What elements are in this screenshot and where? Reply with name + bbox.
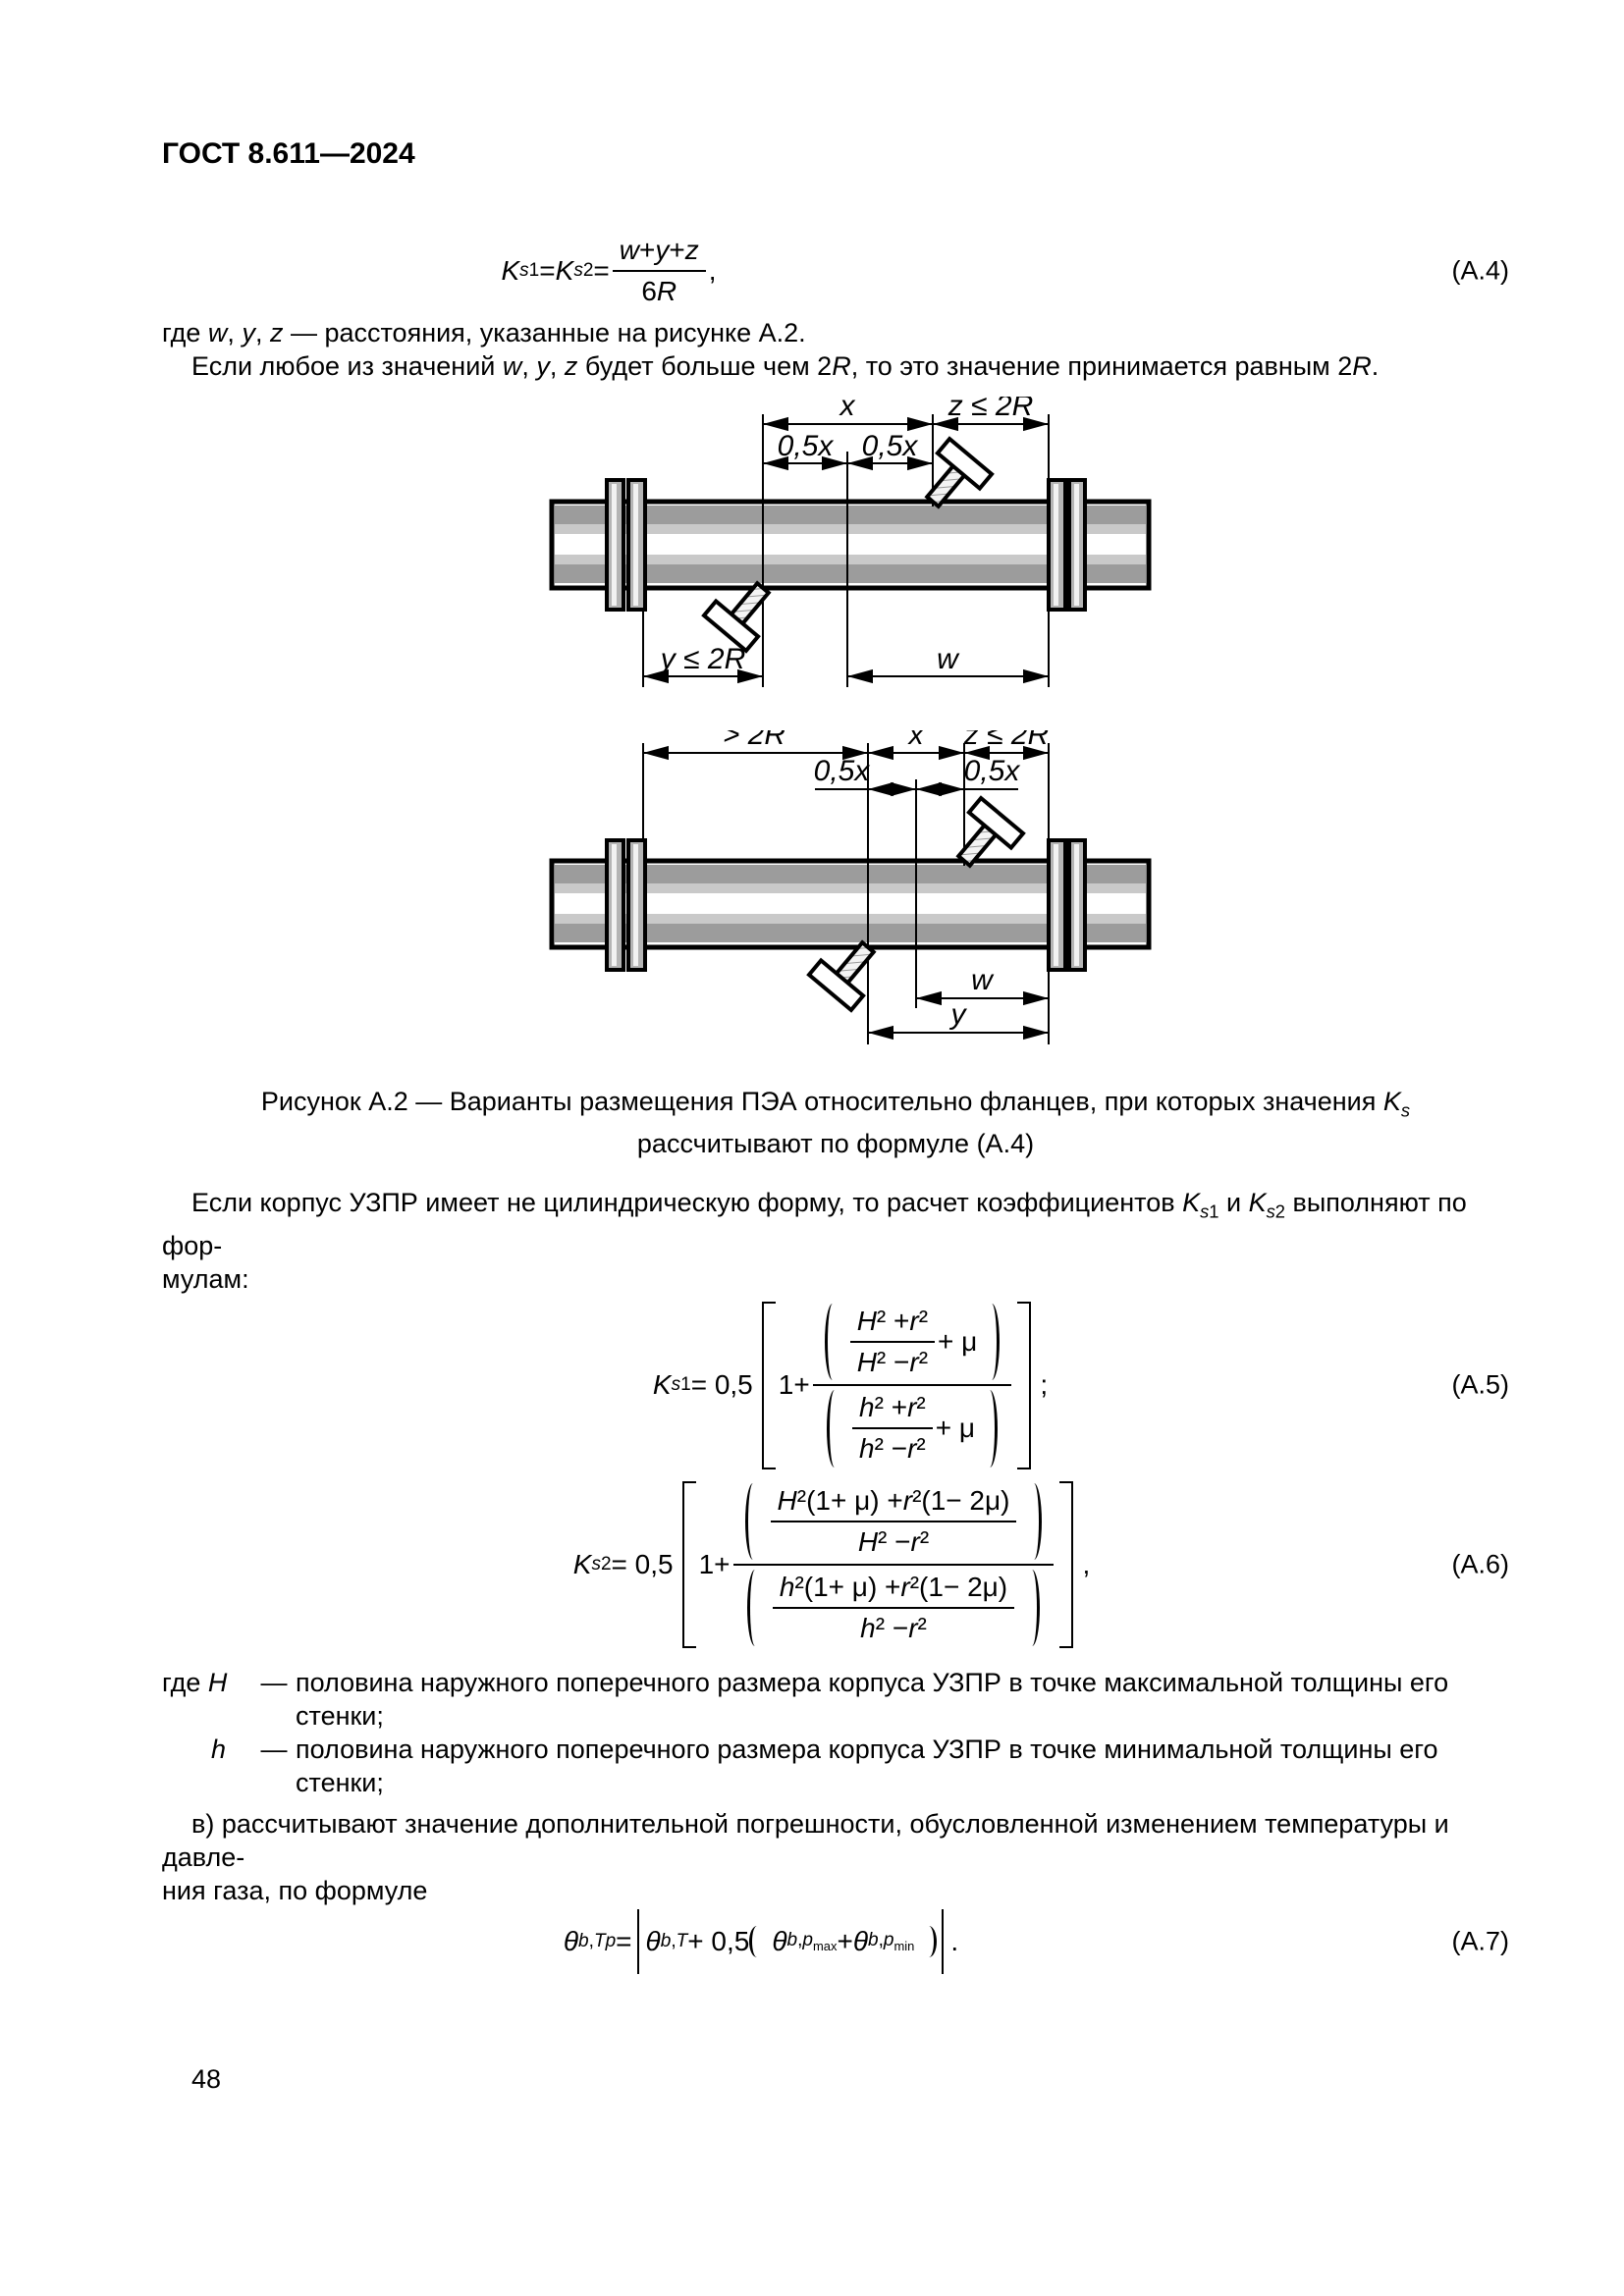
right-bracket: [1017, 1302, 1031, 1469]
left-bracket: [762, 1302, 776, 1469]
formula-a4-lhs: K s1 = K s2 =: [501, 254, 610, 286]
formula-a7: [564, 1909, 958, 1974]
dim-label-05x-left: 0,5x: [777, 430, 834, 462]
big-fraction-numerator: H ² + r ² H ² − r ² + μ: [813, 1300, 1012, 1386]
formula-a7-lhs: θ b,Tp =: [563, 1926, 632, 1957]
note-line: Если любое из значений w, y, z будет больше чем 2R, то это значение принимается равным 2R.: [191, 351, 1380, 381]
pipe-diagram-1: [530, 397, 1208, 701]
dim-label-05x-right: 0,5x: [861, 430, 918, 462]
definition-h: [162, 1733, 1509, 1799]
dim-label-x: x: [839, 397, 855, 422]
right-paren: [984, 1304, 1000, 1380]
right-paren: [982, 1390, 998, 1467]
formula-a7-sum: θ $b,p_{max}$ + θ $b,p_{min}$: [772, 1926, 915, 1957]
figure-a2: [162, 397, 1509, 1160]
formula-a4: [501, 233, 716, 309]
definitions: [162, 1666, 1509, 1799]
left-paren: [747, 1570, 763, 1646]
fraction-numerator: w + y + z: [613, 233, 706, 272]
figure-a2-diagram-2: [530, 730, 1509, 1059]
dim-label-gt2r: > 2R: [722, 730, 786, 751]
page-number: 48: [191, 2064, 222, 2094]
definition-dash: —: [260, 1668, 288, 1698]
right-abs-bar: [942, 1909, 946, 1974]
formula-a4-row: [162, 226, 1509, 316]
right-paren: [921, 1926, 937, 1957]
left-paren: [825, 1304, 840, 1380]
big-fraction-denominator: h ²(1+ μ) + r ²(1− 2μ) h ² − r ²: [735, 1566, 1052, 1650]
definition-term: где H: [162, 1668, 228, 1698]
left-paren: [749, 1926, 765, 1957]
formula-a5-tail: ;: [1040, 1369, 1049, 1401]
definition-term: h: [211, 1735, 227, 1765]
where-line: где w, y, z — расстояния, указанные на рисунке А.2.: [162, 318, 806, 347]
big-fraction: [813, 1300, 1012, 1471]
dim-label-05x-left: 0,5x: [813, 755, 870, 787]
dim-label-y: y: [950, 998, 966, 1031]
equation-number-a7: (А.7): [1451, 1926, 1509, 1956]
formula-a6-row: [162, 1479, 1509, 1651]
left-abs-bar: [637, 1909, 641, 1974]
left-paren: [745, 1483, 761, 1560]
left-paren: [827, 1390, 842, 1467]
definition-text: половина наружного поперечного размера корпуса УЗПР в точке минимальной толщины его стенки;: [296, 1735, 1438, 1798]
dim-label-x: x: [908, 730, 924, 751]
dim-label-05x-right: 0,5x: [963, 755, 1020, 787]
formula-a6-tail: ,: [1082, 1548, 1091, 1579]
equation-number-a5: (А.5): [1451, 1369, 1509, 1400]
equation-number-a6: (А.6): [1451, 1549, 1509, 1579]
formula-a6: [573, 1479, 1090, 1651]
formula-a5-lhs: K s1 = 0,5: [652, 1369, 753, 1401]
right-paren: [1026, 1483, 1042, 1560]
figure-a2-diagram-1: [530, 397, 1509, 706]
pipe-diagram-2: [530, 730, 1208, 1054]
paragraph-item-v: в) рассчитывают значение дополнительной погрешности, обусловленной изменением температуры и давле- ния газа, по формуле: [162, 1809, 1449, 1906]
formula-a7-mid: θ b,T + 0,5: [645, 1926, 750, 1957]
page-title: ГОСТ 8.611—2024: [162, 137, 415, 170]
dim-label-w: w: [937, 643, 958, 675]
figure-caption: Рисунок А.2 — Варианты размещения ПЭА относительно фланцев, при которых значения $K_s$ рассчитывают по формуле (А.4): [260, 1087, 1411, 1159]
definition-H: [162, 1666, 1509, 1733]
dim-label-z: z ≤ 2R: [963, 730, 1050, 751]
formula-a7-tail: .: [950, 1926, 959, 1957]
definition-text: половина наружного поперечного размера корпуса УЗПР в точке максимальной толщины его стенки;: [296, 1668, 1449, 1732]
flange-right: [1049, 480, 1085, 610]
dim-label-z: z ≤ 2R: [947, 397, 1034, 422]
dim-label-w: w: [971, 964, 993, 996]
dim-label-y: y ≤ 2R: [660, 643, 746, 675]
flange-right: [1049, 840, 1085, 970]
big-fraction: [733, 1479, 1055, 1651]
fraction: [613, 233, 706, 309]
right-paren: [1024, 1570, 1040, 1646]
formula-a4-tail: ,: [708, 254, 717, 286]
formula-a6-lhs: K s2 = 0,5: [572, 1548, 674, 1579]
formula-a5-row: [162, 1300, 1509, 1471]
big-fraction-denominator: h ² + r ² h ² − r ² + μ: [815, 1386, 1009, 1470]
big-fraction-numerator: H ²(1+ μ) + r ²(1− 2μ) H ² − r ²: [733, 1479, 1055, 1566]
definition-dash: —: [260, 1735, 288, 1765]
left-bracket: [682, 1481, 696, 1649]
paragraph-noncylindrical: Если корпус УЗПР имеет не цилиндрическую форму, то расчет коэффициентов $K_{s1}$ и $K_{s2}$ выполняют по фор- мулам:: [162, 1188, 1467, 1294]
equation-number-a4: (А.4): [1451, 255, 1509, 286]
formula-a5-one-plus: 1+: [778, 1369, 810, 1401]
formula-a6-one-plus: 1+: [698, 1548, 731, 1579]
fraction-denominator: 6 R: [641, 276, 677, 306]
right-bracket: [1059, 1481, 1073, 1649]
formula-a7-row: [162, 1909, 1509, 1974]
formula-a5: [653, 1300, 1048, 1471]
